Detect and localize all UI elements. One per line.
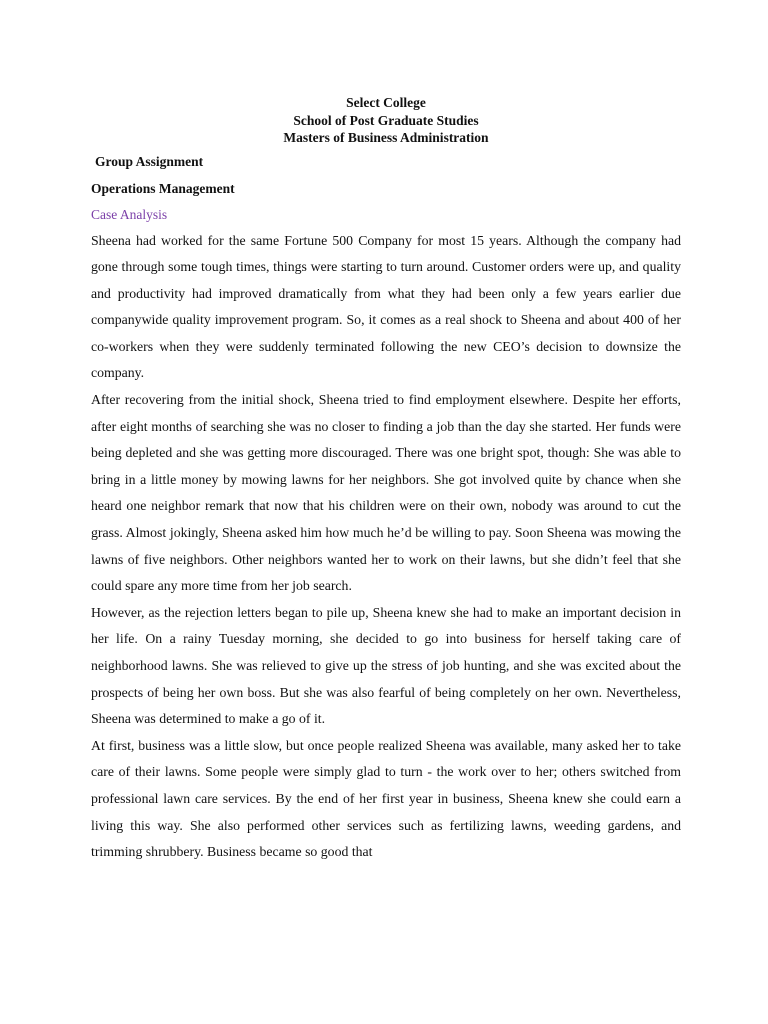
assignment-type: Group Assignment (95, 153, 204, 169)
paragraph-4: At first, business was a little slow, but once people realized Sheena was available, many asked her to take care of their lawns. Some people were simply glad to turn - the work over to her; others switched from professional lawn care services. By the end of her first year in business, Sheena knew she could earn a living this way. She also performed other services such as fertilizing lawns, weeding gardens, and trimming shrubbery. Business became so good that (91, 737, 681, 860)
school-name: School of Post Graduate Studies (293, 112, 479, 128)
section-title: Case Analysis (91, 206, 168, 222)
program-name: Masters of Business Administration (283, 130, 489, 145)
institution-name: Select College (346, 95, 426, 110)
course-name: Operations Management (91, 180, 235, 196)
document-header (91, 94, 681, 147)
paragraph-3: However, as the rejection letters began to pile up, Sheena knew she had to make an important decision in her life. On a rainy Tuesday morning, she decided to go into business for herself taking care of neighborhood lawns. She was relieved to give up the stress of job hunting, and she was excited about the prospects of being her own boss. But she was also fearful of being completely on her own. Nevertheless, Sheena was determined to make a go of it. (91, 604, 681, 727)
paragraph-2: After recovering from the initial shock, Sheena tried to find employment elsewhere. Despite her efforts, after eight months of searching she was no closer to finding a job than the day she started. Her funds were being depleted and she was getting more discouraged. There was one bright spot, though: She was able to bring in a little money by mowing lawns for her neighbors. She got involved quite by chance when she heard one neighbor remark that now that his children were on their own, nobody was around to cut the grass. Almost jokingly, Sheena asked him how much he’d be willing to pay. Soon Sheena was mowing the lawns of five neighbors. Other neighbors wanted her to work on their lawns, but she didn’t feel that she could spare any more time from her job search. (91, 392, 681, 594)
paragraph-1: Sheena had worked for the same Fortune 500 Company for most 15 years. Although the company had gone through some tough times, things were starting to turn around. Customer orders were up, and quality and productivity had improved dramatically from what they had been only a few years earlier due companywide quality improvement program. So, it comes as a real shock to Sheena and about 400 of her co-workers when they were suddenly terminated following the new CEO’s decision to downsize the company. (91, 232, 681, 381)
document-page (91, 94, 681, 866)
